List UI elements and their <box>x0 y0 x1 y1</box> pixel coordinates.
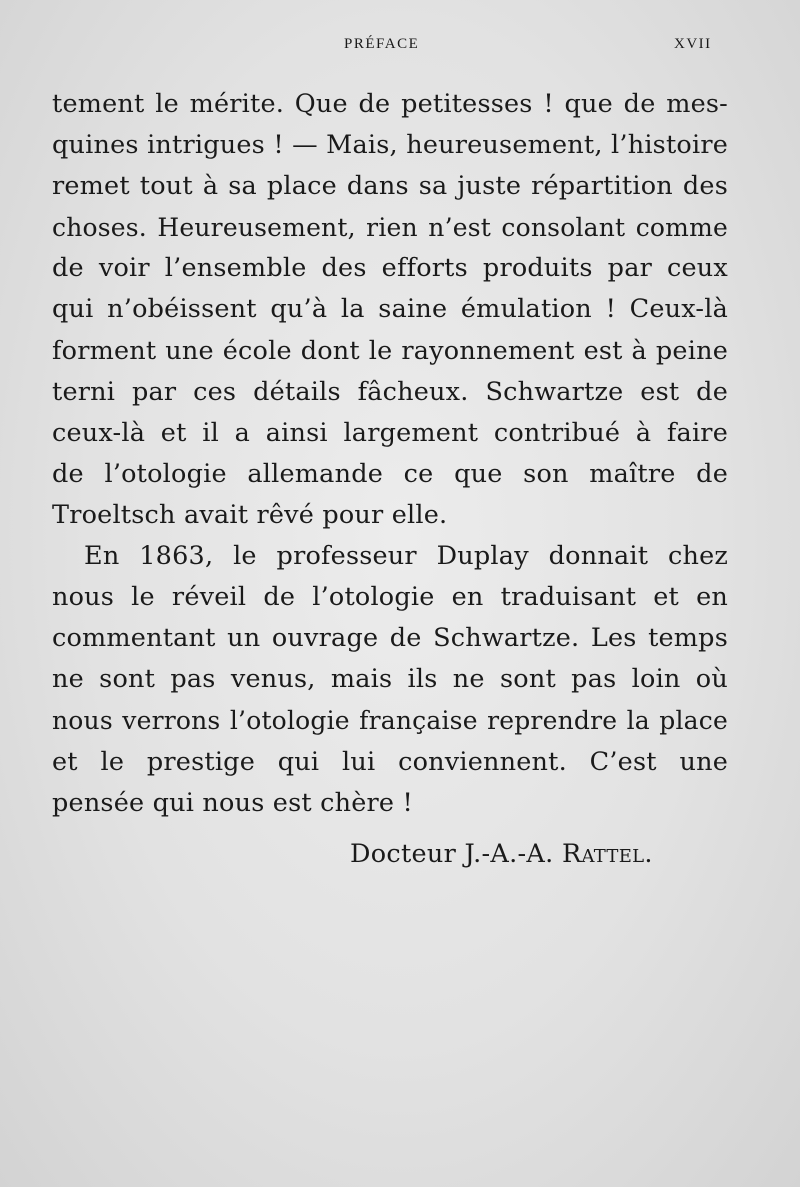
text-line: quines intrigues ! — Mais, heureusement, l’histoire <box>52 130 728 161</box>
text-line: terni par ces détails fâcheux. Schwartze est de <box>52 376 728 407</box>
signature-prefix: Docteur J.-A.-A. <box>350 839 562 869</box>
text-line: de voir l’ensemble des efforts produits par ceux <box>52 253 728 284</box>
text-line: choses. Heureusement, rien n’est consolant comme <box>52 213 728 243</box>
text-line: tement le mérite. Que de petitesses ! que de mes- <box>52 89 728 119</box>
text-line: pensée qui nous est chère ! <box>52 787 413 818</box>
text-line: et le prestige qui lui conviennent. C’est une <box>52 746 728 777</box>
body-text <box>52 84 728 824</box>
text-line: nous le réveil de l’otologie en traduisant et en <box>52 582 728 613</box>
running-head-title: PRÉFACE <box>344 36 420 52</box>
text-line: ceux-là et il a ainsi largement contribué à faire <box>52 417 728 448</box>
text-line: de l’otologie allemande ce que son maître de <box>52 458 728 489</box>
text-line: qui n’obéissent qu’à la saine émulation ! Ceux-là <box>52 294 728 325</box>
text-line: Troeltsch avait rêvé pour elle. <box>52 499 448 530</box>
running-head <box>0 34 800 60</box>
text-line: remet tout à sa place dans sa juste répartition des <box>52 171 728 202</box>
text-line: forment une école dont le rayonnement est à peine <box>52 335 728 366</box>
signature <box>350 839 653 869</box>
signature-name: Rattel. <box>561 839 653 869</box>
text-line: En 1863, le professeur Duplay donnait chez <box>84 541 728 572</box>
text-line: nous verrons l’otologie française reprendre la place <box>52 706 728 736</box>
text-line: commentant un ouvrage de Schwartze. Les temps <box>52 623 728 654</box>
text-line: ne sont pas venus, mais ils ne sont pas loin où <box>52 664 728 695</box>
page-number: XVII <box>674 36 712 52</box>
